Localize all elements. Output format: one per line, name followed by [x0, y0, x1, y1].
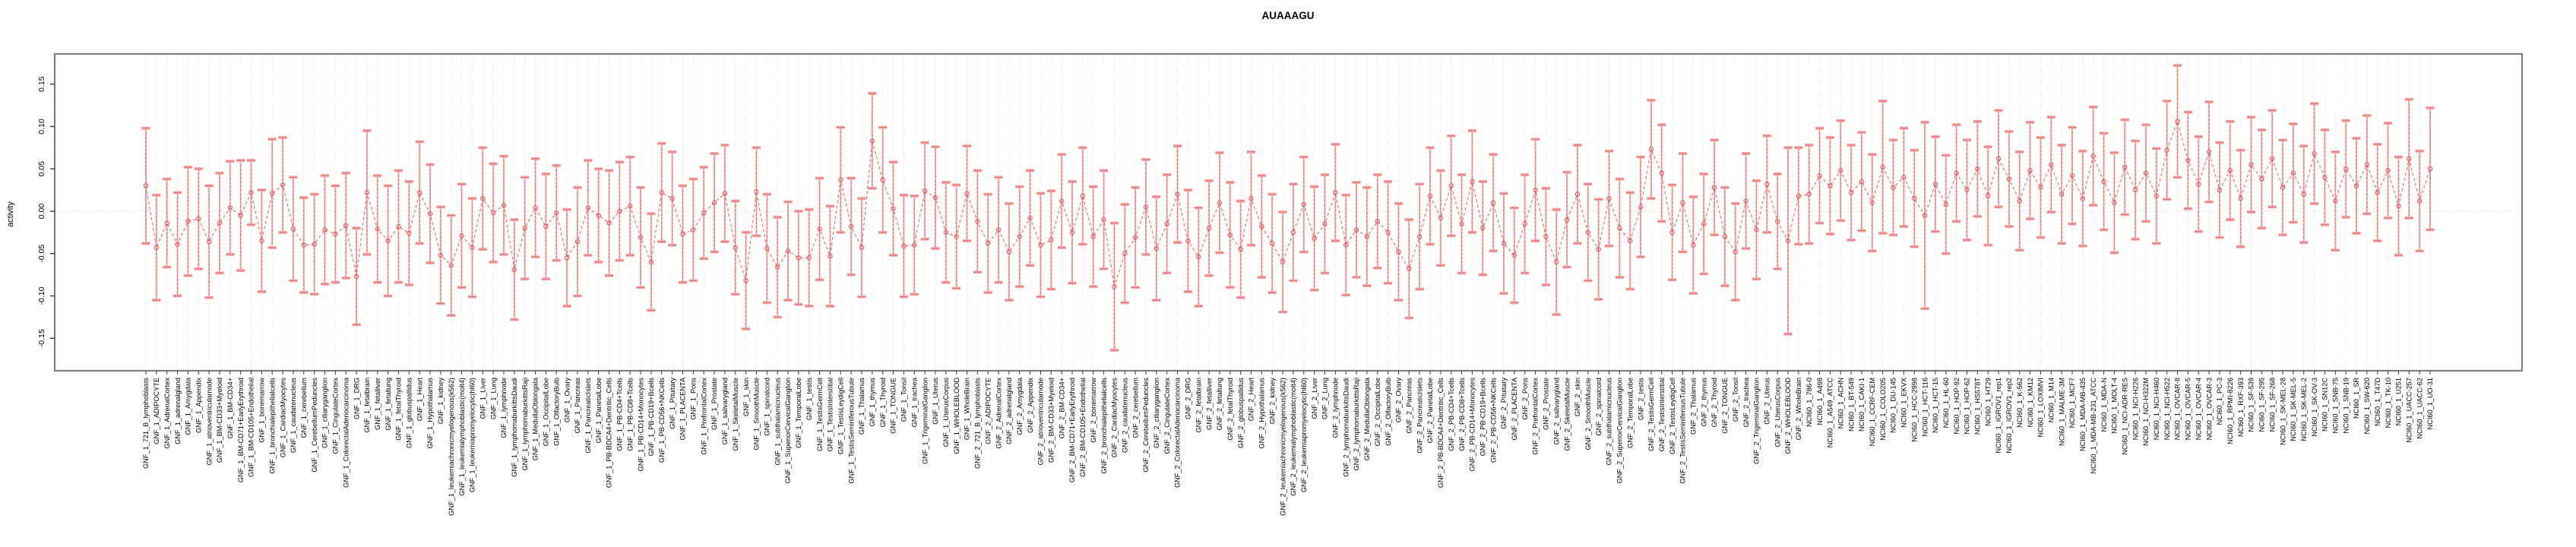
x-tick-label: NCI60_1_MALME-3M [2058, 378, 2066, 446]
x-tick-label: GNF_2_BM-CD105+Endothelial [1079, 378, 1087, 477]
x-tick-label: GNF_2_testis [1637, 378, 1645, 421]
x-tick-label: NCI60_1_NCI-H226 [2131, 378, 2140, 441]
x-tick-label: GNF_1_Appendix [195, 378, 203, 434]
x-tick-label: NCI60_1_UACC-257 [2405, 378, 2413, 443]
x-tick-label: NCI60_1_UACC-62 [2416, 378, 2424, 439]
x-tick-label: GNF_2_ADIPOCYTE [984, 378, 992, 444]
x-tick-label: GNF_1_ADIPOCYTE [153, 378, 161, 444]
x-tick-label: GNF_1_PrefrontalCortex [700, 377, 708, 455]
x-tick-label: GNF_2_Heart [1247, 378, 1255, 422]
x-tick-label: GNF_1_OlfactoryBulb [552, 378, 561, 446]
x-tick-label: GNF_2_fetallung [1216, 378, 1224, 431]
x-tick-label: GNF_2_TrigeminalGanglion [1752, 378, 1761, 465]
x-tick-label: GNF_1_fetalThyroid [394, 378, 403, 441]
x-tick-label: GNF_2_subthalamicnucleus [1605, 378, 1613, 466]
x-tick-label: GNF_2_Tonsil [1731, 378, 1739, 422]
x-tick-label: GNF_1_bonemarrow [258, 378, 266, 443]
x-tick-label: GNF_1_BM-CD34+ [226, 378, 235, 439]
x-tick-label: NCI60_1_OVCAR-4 [2195, 378, 2203, 441]
x-tick-label: NCI60_1_DU-145 [1889, 378, 1897, 434]
x-tick-label: GNF_2_fetalbrain [1195, 378, 1203, 433]
x-tick-label: GNF_2_CingulateCortex [1163, 378, 1171, 454]
x-tick-label: GNF_2_WHOLEBLOOD [1784, 378, 1793, 454]
x-tick-label: GNF_2_Thyroid [1710, 378, 1719, 428]
x-tick-label: GNF_1_Amygdala [184, 378, 192, 435]
x-tick-label: GNF_1_SkeletalMuscle [731, 377, 739, 451]
x-tick-label: GNF_2_TestisSeminiferousTubule [1679, 378, 1687, 484]
x-tick-label: NCI60_1_OVCAR-8 [2173, 378, 2182, 441]
x-tick-label: NCI60_1_SF-295 [2258, 378, 2266, 432]
x-tick-label: GNF_1_CardiacMyocytes [279, 378, 287, 458]
x-tick-label: GNF_1_PB-CD56+NKCells [657, 378, 666, 463]
x-tick-label: GNF_2_OlfactoryBulb [1384, 378, 1392, 446]
x-tick-label: NCI60_1_NCI-H522 [2163, 378, 2171, 441]
plot-box [55, 54, 2522, 371]
x-tick-label: NCI60_1_MCF7 [2068, 378, 2077, 428]
x-tick-label: GNF_2_PB-CD8+Tcells [1457, 378, 1466, 451]
x-tick-label: GNF_1_caudatenucleus [290, 378, 298, 454]
x-tick-label: GNF_2_bronchialepithelialcells [1100, 378, 1108, 474]
x-tick-label: NCI60_1_OVCAR-3 [2205, 378, 2214, 441]
x-tick-label: GNF_2_PB-CD4+Tcells [1447, 378, 1455, 451]
x-tick-label: GNF_2_SuperiorCervicalGanglion [1616, 378, 1624, 484]
x-tick-label: GNF_1_TemporalLobe [795, 378, 803, 448]
x-tick-label: NCI60_1_OVCAR-5 [2184, 378, 2192, 441]
x-tick-label: GNF_2_lymphomaburkittsDaudi [1342, 378, 1350, 477]
x-tick-label: GNF_2_CardiacMyocytes [1110, 378, 1119, 458]
y-tick-label: -0.05 [37, 244, 46, 263]
y-tick-label: -0.10 [37, 286, 46, 305]
x-tick-label: GNF_1_fetalliver [373, 378, 381, 430]
x-tick-label: GNF_2_ciliaryganglion [1153, 378, 1161, 448]
x-tick-label: GNF_2_skin [1574, 378, 1582, 417]
x-tick-label: GNF_2_leukemiachronicmyelogenous(k562) [1279, 378, 1287, 516]
x-tick-label: GNF_2_WholeBrain [1795, 378, 1803, 441]
x-tick-label: NCI60_1_HCT-116 [1921, 378, 1929, 437]
x-tick-label: GNF_1_PB-BDCA4+Dentritic_Cells [605, 378, 613, 489]
y-tick-label: -0.15 [37, 329, 46, 348]
x-tick-label: GNF_1_thymus [869, 378, 877, 427]
x-tick-label: NCI60_1_SK-MEL-28 [2279, 378, 2287, 445]
x-tick-label: NCI60_1_SK-MEL-2 [2299, 378, 2308, 441]
x-tick-label: NCI60_1_IGROV1_rep1 [1995, 378, 2003, 454]
x-tick-label: GNF_1_SmoothMuscle [752, 377, 761, 451]
x-tick-label: NCI60_1_HT29 [1984, 378, 1992, 426]
x-tick-label: GNF_1_TONGUE [889, 378, 897, 434]
x-tick-label: GNF_1_ciliaryganglion [321, 378, 329, 448]
x-tick-label: GNF_1_kidney [437, 378, 445, 425]
x-tick-label: GNF_1_lymphomaburkittsDaudi [511, 378, 519, 477]
x-tick-label: GNF_2_BM-CD34+ [1058, 378, 1066, 439]
x-tick-label: GNF_1_MedullaOblongata [531, 378, 540, 461]
x-tick-label: GNF_1_testis [805, 378, 813, 421]
x-tick-label: NCI60_1_SK-OV-3 [2310, 378, 2318, 437]
x-tick-label: GNF_2_DRG [1184, 378, 1192, 420]
x-tick-label: NCI60_1_TK-10 [2384, 378, 2392, 428]
x-tick-label: NCI60_1_KM12 [2026, 378, 2034, 428]
x-tick-label: GNF_2_leukemiapromyelocytic(hl60) [1299, 378, 1308, 493]
x-tick-label: GNF_2_SkeletalMuscle [1563, 378, 1571, 451]
x-tick-label: GNF_2_TestisGermCell [1647, 378, 1656, 452]
x-tick-label: NCI60_1_K-562 [2015, 378, 2024, 428]
x-tick-label: GNF_2_OccipitalLobe [1373, 378, 1381, 447]
x-tick-label: GNF_1_cerebellum [299, 378, 308, 438]
x-tick-label: GNF_1_leukemiachronicmyelogenous(k562) [447, 378, 455, 516]
x-tick-label: GNF_1_Tonsil [900, 378, 908, 422]
x-tick-label: GNF_1_Thyroid [878, 378, 887, 428]
x-tick-label: GNF_2_kidney [1268, 378, 1277, 425]
x-tick-label: GNF_2_TestisInterstitial [1657, 378, 1666, 452]
x-tick-label: GNF_2_PB-CD19+Bcells [1479, 378, 1487, 457]
x-tick-label: NCI60_1_U251 [2394, 378, 2403, 426]
x-tick-label: GNF_2_ColorectalAdenocarcinoma [1173, 378, 1182, 489]
x-tick-label: GNF_1_PB-CD8+Tcells [626, 378, 635, 451]
x-tick-label: GNF_2_Thalamus [1689, 378, 1698, 435]
x-tick-label: GNF_1_TrigeminalGanglion [921, 378, 929, 465]
x-tick-label: GNF_1_Uterus [932, 378, 940, 425]
x-tick-label: GNF_1_Heart [416, 378, 424, 422]
x-tick-label: GNF_1_fetalbrain [363, 378, 372, 433]
series-line [146, 122, 2430, 286]
x-tick-label: GNF_1_SuperiorCervicalGanglion [784, 378, 793, 484]
x-tick-label: GNF_1_Ovary [563, 378, 571, 423]
x-tick-label: NCI60_1_UO-31 [2426, 378, 2435, 430]
y-tick-label: 0.10 [37, 119, 46, 134]
x-tick-label: NCI60_1_RXF-393 [2236, 378, 2245, 438]
x-tick-label: GNF_2_Uterus [1763, 378, 1771, 425]
x-tick-label: NCI60_1_SNB-19 [2342, 378, 2350, 434]
x-tick-label: GNF_1_PB-CD14+Monocytes [637, 378, 645, 472]
x-tick-label: GNF_2_Liver [1310, 378, 1318, 419]
y-axis-title-text: activity [6, 201, 15, 227]
x-tick-label: GNF_2_PLACENTA [1511, 378, 1519, 441]
x-tick-label: GNF_2_Ovary [1394, 378, 1403, 423]
x-tick-label: NCI60_1_CCRF-CEM [1869, 378, 1877, 447]
x-tick-label: GNF_1_Liver [479, 378, 487, 419]
x-tick-label: NCI60_1_MDA-MB-231_ATCC [2089, 378, 2097, 474]
x-tick-label: GNF_2_PrefrontalCortex [1531, 378, 1540, 455]
x-tick-label: GNF_2_globuspallidus [1236, 378, 1245, 448]
x-tick-label: GNF_1_Lung [489, 378, 498, 420]
x-tick-label: GNF_2_caudatenucleus [1121, 378, 1129, 454]
x-tick-label: GNF_2_TemporalLobe [1626, 378, 1635, 448]
x-tick-label: NCI60_1_BT-549 [1847, 378, 1856, 432]
chart-title: AUAAAGU [1261, 10, 1315, 21]
x-tick-label: GNF_1_TestisInterstitial [826, 378, 834, 452]
x-tick-label: GNF_1_trachea [910, 378, 919, 428]
x-tick-label: GNF_1_DRG [353, 378, 361, 420]
x-tick-label: GNF_2_TestisLeydigCell [1668, 378, 1676, 455]
x-tick-label: GNF_2_adrenalgland [1005, 378, 1014, 444]
x-tick-label: GNF_1_BM-CD71+EarlyErythroid [236, 378, 245, 483]
x-tick-label: GNF_2_fetalThyroid [1226, 378, 1235, 441]
x-tick-label: GNF_2_leukemialymphoblastic(molt4) [1290, 378, 1298, 496]
x-tick-label: NCI60_1_SNB-75 [2331, 378, 2340, 434]
x-tick-label: GNF_1_TestisLeydigCell [837, 378, 845, 455]
x-tick-label: NCI60_1_HCC-2998 [1910, 378, 1919, 442]
x-tick-label: GNF_2_PB-BDCA4+Dentritic_Cells [1437, 378, 1445, 489]
x-tick-label: GNF_1_Hypothalamus [426, 378, 435, 449]
y-tick-label: 0.00 [37, 203, 46, 220]
x-tick-label: GNF_2_Amygdala [1015, 378, 1024, 435]
x-tick-label: NCI60_1_MOLT-4 [2110, 378, 2119, 434]
x-tick-label: NCI60_1_MDA-MB-435 [2079, 378, 2087, 452]
x-tick-label: NCI60_1_SF-268 [2268, 378, 2277, 432]
x-tick-label: GNF_2_721_B_lymphoblasts [973, 378, 982, 470]
x-tick-label: NCI60_1_M14 [2047, 378, 2055, 423]
x-tick-label: GNF_2_PB-CD56+NKCells [1489, 378, 1498, 463]
x-tick-label: GNF_2_SmoothMuscle [1584, 378, 1592, 451]
x-tick-label: GNF_2_Appendix [1026, 378, 1034, 434]
x-tick-label: NCI60_1_A498 [1815, 378, 1824, 425]
x-tick-label: GNF_1_leukemialymphoblastic(molt4) [457, 378, 466, 496]
x-tick-label: GNF_2_BM-CD71+EarlyErythroid [1068, 378, 1077, 483]
x-tick-label: NCI60_1_SK-MEL-5 [2290, 378, 2298, 441]
x-tick-label: GNF_1_PB-CD19+Bcells [647, 378, 656, 457]
x-tick-label: GNF_1_UterusCorpus [941, 378, 950, 447]
x-tick-label: NCI60_1_ACHN [1837, 378, 1845, 429]
x-tick-label: GNF_1_spinalcord [763, 378, 771, 436]
x-tick-label: NCI60_1_RPMI-8226 [2226, 378, 2235, 444]
x-tick-label: GNF_2_atrioventricularnode [1036, 378, 1045, 466]
x-tick-label: GNF_1_WholeBrain [963, 378, 971, 441]
x-tick-label: GNF_2_PB-CD14+Monocytes [1468, 378, 1476, 472]
x-tick-label: GNF_1_PB-CD4+Tcells [616, 378, 624, 451]
x-tick-label: GNF_1_WHOLEBLOOD [952, 378, 960, 454]
x-tick-label: GNF_1_lymphnode [500, 378, 508, 438]
x-tick-label: GNF_2_BM-CD33+Myeloid [1047, 378, 1055, 463]
x-tick-label: GNF_2_UterusCorpus [1774, 378, 1782, 447]
x-tick-label: GNF_1_BM-CD33+Myeloid [216, 378, 224, 463]
x-tick-label: GNF_1_ColorectalAdenocarcinoma [342, 378, 350, 489]
x-tick-label: GNF_1_BM-CD105+Endothelial [247, 378, 255, 477]
x-tick-label: GNF_1_lymphomaburkittsRaji [521, 378, 529, 471]
x-tick-label: GNF_2_ParietalLobe [1426, 378, 1435, 444]
x-tick-label: GNF_1_AdrenalCortex [163, 378, 171, 449]
x-tick-label: GNF_1_salivarygland [721, 377, 729, 445]
x-tick-label: GNF_2_TONGUE [1721, 378, 1729, 434]
x-tick-label: NCI60_1_NCI-H460 [2153, 378, 2161, 441]
x-tick-label: NCI60_1_COLO205 [1878, 378, 1887, 441]
x-tick-label: GNF_2_MedullaOblongata [1363, 378, 1372, 461]
y-tick-label: 0.05 [37, 161, 46, 177]
x-tick-label: GNF_1_Thalamus [858, 378, 866, 435]
x-tick-label: GNF_2_Pancreas [1405, 378, 1413, 434]
x-tick-label: NCI60_1_SR [2353, 378, 2361, 419]
x-tick-label: GNF_2_cerebellum [1131, 378, 1140, 438]
x-tick-label: NCI60_1_A549_ATCC [1826, 378, 1834, 448]
x-tick-label: GNF_1_Pancreas [574, 378, 582, 434]
x-tick-label: GNF_1_Pons [689, 378, 698, 420]
x-tick-label: GNF_2_CerebellumPeduncles [1142, 378, 1150, 473]
x-tick-label: GNF_1_CerebellumPeduncles [310, 378, 318, 473]
x-tick-label: GNF_1_721_B_lymphoblasts [142, 378, 150, 470]
x-tick-label: GNF_2_Hypothalamus [1258, 378, 1266, 449]
x-tick-label: GNF_1_atrioventricularnode [205, 378, 214, 466]
x-tick-label: NCI60_1_LOXIMVI [2036, 378, 2045, 438]
x-tick-label: NCI60_1_NCI-ADR-RES [2121, 378, 2129, 455]
x-tick-label: GNF_1_subthalamicnucleus [774, 378, 782, 466]
x-tick-label: GNF_1_Pituitary [668, 378, 676, 429]
x-tick-label: GNF_1_PancreaticIslets [584, 378, 593, 454]
x-tick-label: GNF_2_PancreaticIslets [1416, 378, 1424, 454]
x-tick-label: NCI60_1_HS578T [1973, 378, 1982, 435]
x-tick-label: NCI60_1_SW-620 [2363, 378, 2372, 435]
x-tick-label: GNF_1_bronchialepithelialcells [268, 378, 277, 474]
x-tick-label: NCI60_1_IGROV1_rep2 [2005, 378, 2014, 454]
x-tick-label: NCI60_1_PC-3 [2216, 378, 2224, 425]
x-tick-label: GNF_1_ParietalLobe [594, 378, 603, 444]
x-tick-label: GNF_1_OccipitalLobe [542, 378, 550, 447]
x-tick-label: NCI60_1_EKVX [1900, 378, 1908, 428]
x-tick-label: GNF_2_Pituitary [1500, 378, 1508, 429]
x-tick-label: NCI60_1_HOP-92 [1952, 378, 1960, 435]
x-tick-label: GNF_2_Prostate [1542, 377, 1550, 430]
x-tick-label: GNF_1_CingulateCortex [331, 378, 340, 454]
x-tick-label: NCI60_1_HL-60 [1941, 378, 1950, 428]
x-tick-label: NCI60_1_NCI-H322M [2142, 378, 2150, 446]
x-tick-label: GNF_2_lymphomaburkittsRaji [1353, 378, 1361, 471]
x-tick-label: GNF_2_thymus [1700, 378, 1708, 427]
x-tick-label: GNF_2_Lung [1321, 378, 1329, 420]
x-tick-label: GNF_2_Pons [1521, 378, 1529, 420]
x-tick-label: NCI60_1_HCT-15 [1932, 378, 1940, 434]
x-tick-label: NCI60_1_SN12C [2321, 378, 2329, 432]
x-tick-label: NCI60_1_T47D [2373, 378, 2381, 426]
x-tick-label: GNF_2_spinalcord [1594, 378, 1603, 436]
x-tick-label: GNF_2_trachea [1742, 378, 1750, 428]
x-tick-label: GNF_2_fetalliver [1205, 378, 1214, 430]
x-tick-label: NCI60_1_CAKI-1 [1858, 378, 1866, 432]
x-tick-label: NCI60_1_MDA-N [2100, 378, 2108, 432]
x-tick-label: GNF_1_fetallung [384, 378, 392, 431]
x-tick-label: GNF_1_leukemiapromyelocytic(hl60) [468, 378, 476, 493]
y-tick-label: 0.15 [37, 76, 46, 92]
x-tick-label: GNF_1_Prostate [710, 378, 719, 430]
x-tick-label: GNF_2_bonemarrow [1089, 378, 1097, 443]
x-tick-label: GNF_1_adrenalgland [173, 378, 182, 444]
x-tick-label: NCI60_1_SF-539 [2247, 378, 2255, 432]
x-tick-label: GNF_1_globuspallidus [405, 378, 413, 448]
x-tick-label: GNF_2_lymphnode [1331, 378, 1340, 438]
x-tick-label: GNF_1_skin [742, 377, 750, 417]
x-tick-label: NCI60_1_786-0 [1805, 378, 1813, 427]
x-tick-label: GNF_1_PLACENTA [679, 378, 687, 441]
x-tick-label: NCI60_1_HOP-62 [1963, 378, 1971, 435]
x-tick-label: GNF_2_salivarygland [1552, 378, 1561, 445]
x-tick-label: GNF_1_TestisGermCell [815, 378, 824, 452]
x-tick-label: GNF_2_AdrenalCortex [995, 378, 1003, 449]
x-tick-label: GNF_1_TestisSeminiferousTubule [847, 378, 856, 484]
